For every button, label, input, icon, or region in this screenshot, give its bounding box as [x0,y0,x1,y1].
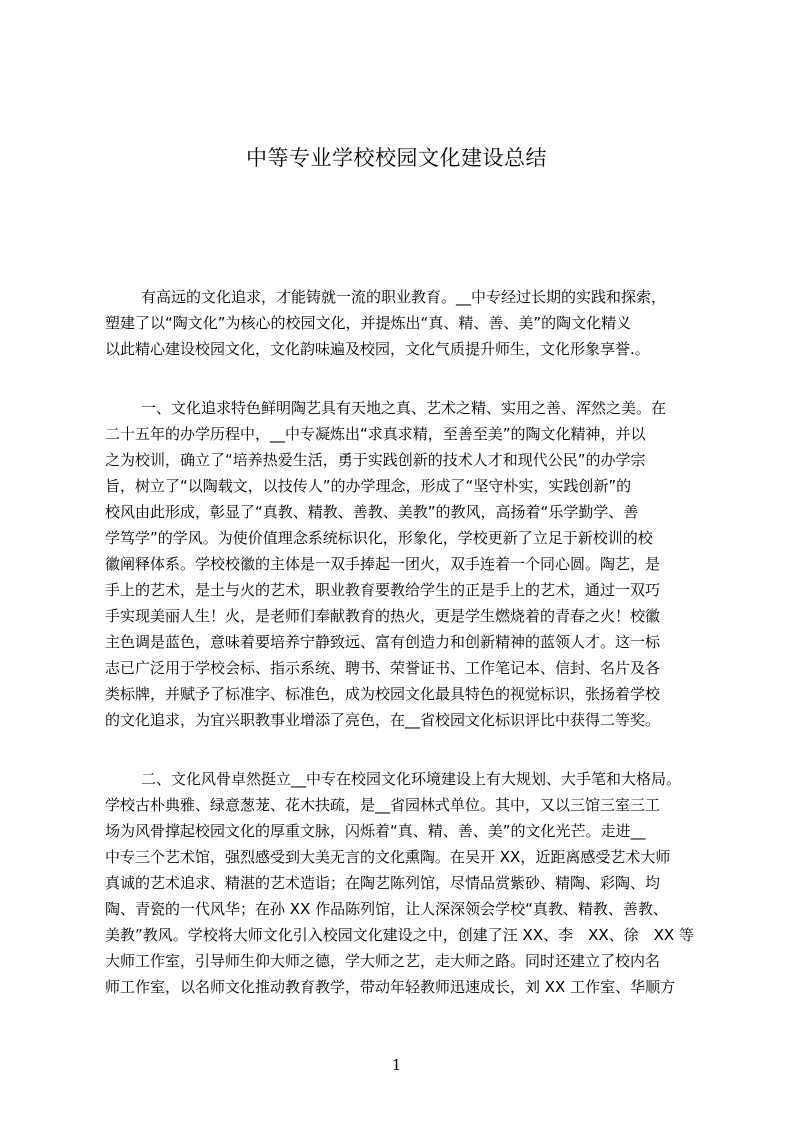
paragraph-line: 大师工作室，引导师生仰大师之德，学大师之艺，走大师之路。同时还建立了校内名 [105,952,661,970]
document-body [105,284,708,1044]
paragraph-culture-pursuit [105,395,708,733]
paragraph-line: 之为校训，确立了“培养热爱生活，勇于实践创新的技术人才和现代公民”的办学宗 [105,451,646,469]
paragraph-line: 师工作室，以名师文化推动教育教学，带动年轻教师迅速成长，刘 XX 工作室、华顺方 [105,978,676,996]
paragraph-line: 手实现美丽人生！火，是老师们奉献教育的热火，更是学生燃烧着的青春之火！校徽 [105,607,661,625]
paragraph-line: 一、文化追求特色鲜明陶艺具有天地之真、艺术之精、实用之善、浑然之美。在 [141,399,667,417]
paragraph-line: 真诚的艺术追求、精湛的艺术造诣；在陶艺陈列馆，尽情品赏紫砂、精陶、彩陶、均 [105,874,661,892]
paragraph-line: 以此精心建设校园文化，文化韵味遍及校园，文化气质提升师生，文化形象享誉.。 [105,340,650,358]
paragraph-line: 二十五年的办学历程中，__中专凝炼出“求真求精，至善至美”的陶文化精神，并以 [105,425,646,443]
paragraph-line: 二、文化风骨卓然挺立__中专在校园文化环境建设上有大规划、大手笔和大格局。 [141,770,682,788]
paragraph-line: 有高远的文化追求，才能铸就一流的职业教育。__中专经过长期的实践和探索， [141,288,667,306]
paragraph-line: 场为风骨撑起校园文化的厚重文脉，闪烁着“真、精、善、美”的文化光芒。走进__ [105,822,646,840]
paragraph-culture-character [105,766,708,1000]
paragraph-line: 学笃学”的学风。为使价值理念系统标识化，形象化，学校更新了立足于新校训的校 [105,529,653,547]
paragraph-line: 美教”教风。学校将大师文化引入校园文化建设之中，创建了汪 XX、李 XX、徐 XX 等 [105,926,694,944]
paragraph-line: 手上的艺术，是土与火的艺术，职业教育要教给学生的正是手上的艺术，通过一双巧 [105,581,661,599]
paragraph-line: 的文化追求，为宜兴职教事业增添了亮色，在__省校园文化标识评比中获得二等奖。 [105,711,661,729]
paragraph-line: 主色调是蓝色，意味着要培养宁静致远、富有创造力和创新精神的蓝领人才。这一标 [105,633,661,651]
paragraph-line: 中专三个艺术馆，强烈感受到大美无言的文化熏陶。在吴开 XX，近距离感受艺术大师 [105,848,671,866]
paragraph-line: 塑建了以“陶文化”为核心的校园文化，并提炼出“真、精、善、美”的陶文化精义 [105,314,632,332]
paragraph-intro [105,284,708,362]
page-number: 1 [391,1056,402,1074]
paragraph-line: 学校古朴典雅、绿意葱茏、花木扶疏，是__省园林式单位。其中，又以三馆三室三工 [105,796,661,814]
paragraph-line: 陶、青瓷的一代风华；在孙 XX 作品陈列馆，让人深深领会学校“真教、精教、善教、 [105,900,668,918]
paragraph-line: 校风由此形成，彰显了“真教、精教、善教、美教”的教风，高扬着“乐学勤学、善 [105,503,639,521]
paragraph-line: 徽阐释体系。学校校徽的主体是一双手捧起一团火，双手连着一个同心圆。陶艺，是 [105,555,661,573]
paragraph-line: 志已广泛用于学校会标、指示系统、聘书、荣誉证书、工作笔记本、信封、名片及各 [105,659,661,677]
document-title: 中等专业学校校园文化建设总结 [246,146,547,170]
paragraph-line: 类标牌，并赋予了标准字、标准色，成为校园文化最具特色的视觉标识，张扬着学校 [105,685,661,703]
paragraph-line: 旨，树立了“以陶载文，以技传人”的办学理念，形成了“坚守朴实，实践创新”的 [105,477,632,495]
